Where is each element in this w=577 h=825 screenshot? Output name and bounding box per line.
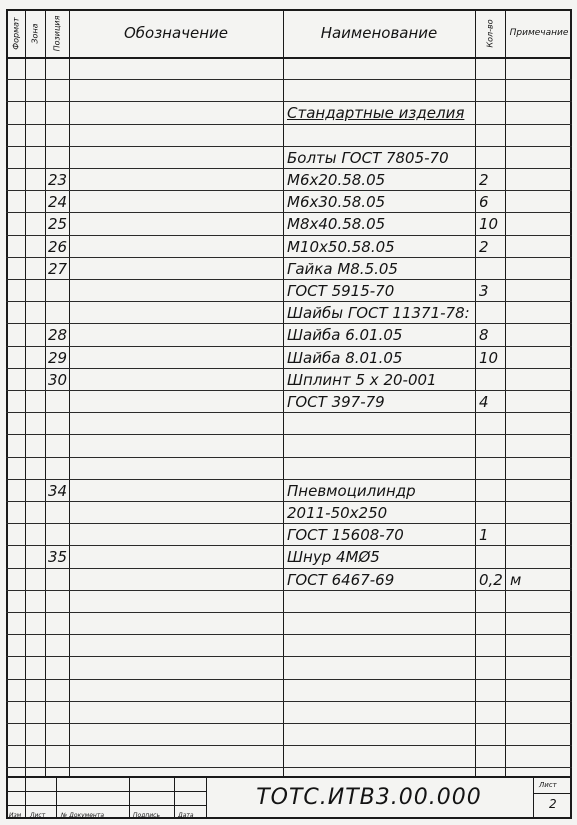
row-quantity: 1	[479, 526, 489, 545]
row-quantity: 10	[479, 215, 499, 234]
row-position	[48, 702, 68, 724]
row-name	[287, 746, 473, 768]
row-position	[48, 657, 68, 679]
row-position	[48, 58, 68, 80]
header-format: Формат	[11, 16, 21, 50]
row-name	[287, 724, 473, 746]
row-name: 2011-50х250	[287, 504, 388, 522]
row-name: Болты ГОСТ 7805-70	[287, 148, 449, 167]
row-position	[48, 435, 68, 457]
row-name: ГОСТ 15608-70	[287, 526, 404, 545]
row-name	[287, 613, 473, 635]
row-name	[287, 80, 473, 102]
row-quantity: 0,2	[479, 570, 503, 589]
row-quantity	[479, 480, 504, 502]
document-number: ТОТС.ИТВ3.00.000	[256, 785, 482, 810]
row-quantity: 4	[479, 393, 489, 411]
row-position: 23	[48, 171, 68, 189]
row-note	[510, 324, 570, 346]
row-note	[510, 347, 570, 369]
row-position	[48, 635, 68, 657]
row-note	[510, 680, 570, 702]
row-position	[48, 524, 68, 546]
row-note	[510, 546, 570, 568]
row-quantity: 3	[479, 282, 489, 300]
stamp-label-rev: Изм	[9, 812, 22, 819]
row-position	[48, 302, 68, 324]
row-name: Шайбы ГОСТ 11371-78:	[287, 304, 470, 323]
row-quantity	[479, 657, 504, 679]
row-quantity: 8	[479, 326, 489, 345]
stamp-row-line	[6, 791, 206, 792]
row-note	[510, 458, 570, 480]
row-quantity	[479, 546, 504, 568]
row-name: ГОСТ 397-79	[287, 393, 385, 411]
sheet-number: 2	[549, 797, 557, 811]
stamp-label-date: Дата	[178, 812, 194, 819]
row-note: м	[510, 570, 522, 589]
row-quantity	[479, 746, 504, 768]
row-name	[287, 413, 473, 435]
row-name: Гайка М8.5.05	[287, 259, 398, 278]
row-quantity	[479, 413, 504, 435]
header-zone: Зона	[30, 22, 40, 44]
row-name: Стандартные изделия	[287, 104, 465, 123]
row-note	[510, 657, 570, 679]
row-position	[48, 413, 68, 435]
stamp-column-line	[533, 776, 534, 818]
row-note	[510, 147, 570, 169]
row-position: 28	[48, 326, 68, 345]
row-note	[510, 125, 570, 147]
row-name: ГОСТ 5915-70	[287, 282, 395, 300]
stamp-column-line	[56, 776, 57, 818]
row-name	[287, 58, 473, 80]
row-note	[510, 280, 570, 302]
row-position	[48, 502, 68, 524]
row-quantity: 2	[479, 237, 489, 256]
row-name: ГОСТ 6467-69	[287, 570, 395, 589]
row-note	[510, 169, 570, 191]
row-name: М6х20.58.05	[287, 171, 386, 189]
stamp-top-line	[6, 776, 572, 778]
stamp-column-line	[206, 776, 207, 818]
row-quantity	[479, 613, 504, 635]
row-note	[510, 591, 570, 613]
row-note	[510, 369, 570, 391]
row-position: 27	[48, 259, 68, 278]
row-position: 35	[48, 548, 68, 567]
header-designation: Обозначение	[123, 24, 229, 42]
header-name: Наименование	[320, 24, 438, 42]
row-note	[510, 435, 570, 457]
row-quantity	[479, 435, 504, 457]
row-quantity	[479, 302, 504, 324]
row-quantity: 6	[479, 193, 489, 212]
row-quantity	[479, 680, 504, 702]
row-quantity	[479, 258, 504, 280]
row-note	[510, 502, 570, 524]
stamp-sheet-line	[533, 793, 572, 794]
row-note	[510, 413, 570, 435]
row-position	[48, 391, 68, 413]
row-quantity	[479, 58, 504, 80]
row-quantity	[479, 591, 504, 613]
row-note	[510, 58, 570, 80]
sheet-label: Лист	[539, 781, 557, 789]
row-position	[48, 724, 68, 746]
row-quantity	[479, 635, 504, 657]
row-quantity	[479, 102, 504, 124]
row-note	[510, 80, 570, 102]
row-position	[48, 280, 68, 302]
row-note	[510, 191, 570, 213]
row-note	[510, 236, 570, 258]
stamp-label-docno: № Документа	[61, 812, 104, 819]
row-note	[510, 724, 570, 746]
header-quantity: Кол-во	[485, 18, 495, 48]
row-name	[287, 635, 473, 657]
row-name: М8х40.58.05	[287, 215, 386, 234]
stamp-column-line	[174, 776, 175, 818]
row-position: 34	[48, 481, 68, 500]
stamp-column-line	[25, 776, 26, 818]
row-note	[510, 213, 570, 235]
row-name	[287, 702, 473, 724]
row-position: 29	[48, 348, 68, 367]
row-position	[48, 102, 68, 124]
stamp-column-line	[129, 776, 130, 818]
row-note	[510, 258, 570, 280]
row-name: Шнур 4МØ5	[287, 548, 380, 567]
row-name	[287, 657, 473, 679]
stamp-row-line	[6, 805, 206, 806]
row-note	[510, 702, 570, 724]
row-position	[48, 80, 68, 102]
row-position	[48, 569, 68, 591]
row-position: 30	[48, 370, 68, 389]
row-note	[510, 635, 570, 657]
row-position	[48, 613, 68, 635]
row-quantity	[479, 80, 504, 102]
row-name	[287, 125, 473, 147]
row-name: Шайба 8.01.05	[287, 348, 403, 367]
row-note	[510, 391, 570, 413]
row-name: М6х30.58.05	[287, 193, 386, 212]
row-position	[48, 147, 68, 169]
header-note: Примечание	[509, 28, 569, 38]
row-name: Шплинт 5 х 20-001	[287, 370, 437, 389]
row-name	[287, 458, 473, 480]
row-note	[510, 524, 570, 546]
row-quantity	[479, 724, 504, 746]
row-position: 24	[48, 193, 68, 212]
row-note	[510, 746, 570, 768]
row-note	[510, 102, 570, 124]
row-position	[48, 591, 68, 613]
row-position: 25	[48, 215, 68, 234]
row-name: М10х50.58.05	[287, 237, 395, 256]
row-quantity: 10	[479, 348, 499, 367]
row-note	[510, 480, 570, 502]
row-note	[510, 302, 570, 324]
stamp-label-sheet: Лист	[30, 812, 46, 819]
row-position	[48, 680, 68, 702]
row-quantity	[479, 702, 504, 724]
row-quantity: 2	[479, 171, 489, 189]
row-quantity	[479, 369, 504, 391]
row-quantity	[479, 125, 504, 147]
row-quantity	[479, 458, 504, 480]
row-quantity	[479, 502, 504, 524]
row-position: 26	[48, 237, 68, 256]
row-quantity	[479, 147, 504, 169]
header-position: Позиция	[52, 15, 62, 51]
row-name	[287, 435, 473, 457]
row-position	[48, 746, 68, 768]
row-note	[510, 613, 570, 635]
row-position	[48, 125, 68, 147]
stamp-label-signature: Подпись	[133, 812, 160, 819]
row-name	[287, 591, 473, 613]
row-name	[287, 680, 473, 702]
row-name: Пневмоцилиндр	[287, 481, 416, 500]
row-position	[48, 458, 68, 480]
row-name: Шайба 6.01.05	[287, 326, 403, 345]
